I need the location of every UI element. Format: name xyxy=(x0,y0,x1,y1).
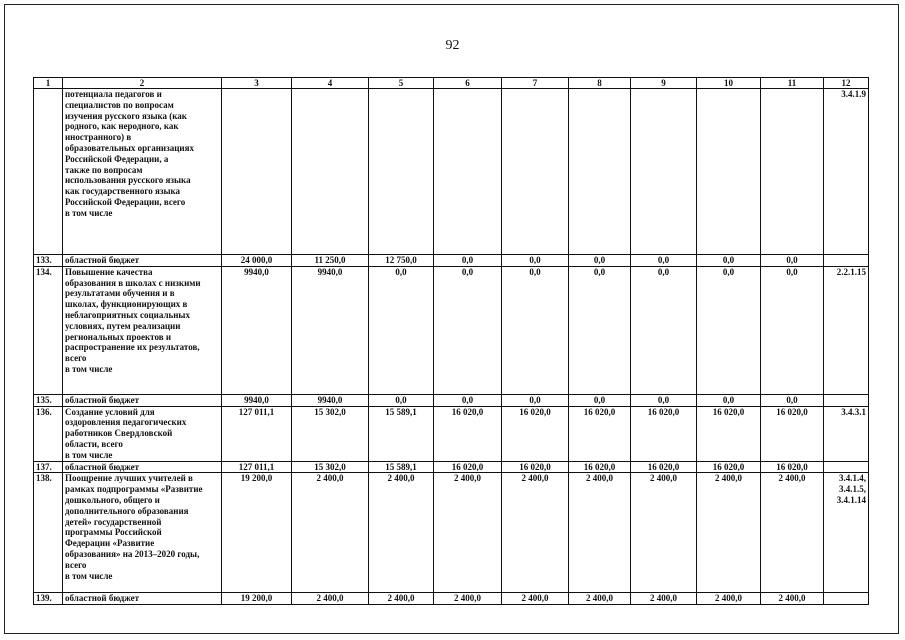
amount-cell: 12 750,0 xyxy=(369,255,434,267)
description-line: использования русского языка xyxy=(65,175,191,186)
page-number: 92 xyxy=(445,38,460,53)
target-code-line: 2.2.1.15 xyxy=(836,266,866,277)
description-line: неблагоприятных социальных xyxy=(65,309,190,320)
description-line: также по вопросам xyxy=(65,164,143,175)
amount-cell: 0,0 xyxy=(697,255,761,267)
amount-cell: 19 200,0 xyxy=(222,593,292,605)
column-number-12: 12 xyxy=(824,78,869,89)
amount-cell: 2 400,0 xyxy=(502,593,569,605)
amount-cell: 2 400,0 xyxy=(761,593,824,605)
amount-cell: 2 400,0 xyxy=(369,593,434,605)
column-number-1: 1 xyxy=(34,78,63,89)
amount-cell: 15 302,0 xyxy=(292,406,369,461)
amount-cell: 0,0 xyxy=(434,266,502,394)
amount-cell: 9940,0 xyxy=(222,266,292,394)
amount-cell: 16 020,0 xyxy=(502,461,569,473)
target-code-line: 3.4.1.9 xyxy=(841,89,866,99)
amount-cell xyxy=(631,89,697,255)
amount-cell: 16 020,0 xyxy=(761,461,824,473)
amount-cell: 2 400,0 xyxy=(292,473,369,593)
amount-cell: 16 020,0 xyxy=(569,461,631,473)
amount-cell: 16 020,0 xyxy=(434,461,502,473)
description-line: образовательных организациях xyxy=(65,142,194,153)
amount-cell: 0,0 xyxy=(631,394,697,406)
amount-cell: 0,0 xyxy=(631,266,697,394)
description-line: программы Российской xyxy=(65,527,162,538)
description-line: областной бюджет xyxy=(65,394,140,405)
description-line: родного, как неродного, как xyxy=(65,121,179,132)
description-line: Повышение качества xyxy=(65,266,153,277)
target-code xyxy=(824,593,869,605)
row-number xyxy=(34,89,63,255)
target-code xyxy=(824,473,869,593)
amount-cell: 2 400,0 xyxy=(569,473,631,593)
amount-cell: 16 020,0 xyxy=(434,406,502,461)
amount-cell: 24 000,0 xyxy=(222,255,292,267)
table-row xyxy=(34,89,869,255)
amount-cell: 2 400,0 xyxy=(631,473,697,593)
description-line: работников Свердловской xyxy=(65,428,173,439)
amount-cell: 0,0 xyxy=(434,255,502,267)
description-line: результатами обучения и в xyxy=(65,288,175,299)
column-number-4: 4 xyxy=(292,78,369,89)
target-code-line: 3.4.1.14 xyxy=(836,494,866,505)
column-number-5: 5 xyxy=(369,78,434,89)
amount-cell: 2 400,0 xyxy=(697,473,761,593)
row-description xyxy=(63,255,222,267)
description-line: школах, функционирующих в xyxy=(65,299,188,310)
amount-cell: 16 020,0 xyxy=(631,461,697,473)
amount-cell: 16 020,0 xyxy=(697,406,761,461)
row-description xyxy=(63,266,222,394)
description-line: дополнительного образования xyxy=(65,505,189,516)
description-line: Российской Федерации, а xyxy=(65,153,169,164)
description-line: оздоровления педагогических xyxy=(65,417,187,428)
amount-cell: 2 400,0 xyxy=(434,593,502,605)
amount-cell: 16 020,0 xyxy=(502,406,569,461)
description-line: изучения русского языка (как xyxy=(65,110,187,121)
amount-cell: 0,0 xyxy=(502,266,569,394)
column-number-8: 8 xyxy=(569,78,631,89)
target-code xyxy=(824,255,869,267)
amount-cell: 0,0 xyxy=(502,255,569,267)
target-code xyxy=(824,461,869,473)
amount-cell xyxy=(369,89,434,255)
column-number-11: 11 xyxy=(761,78,824,89)
target-code xyxy=(824,266,869,394)
description-line: областной бюджет xyxy=(65,593,140,604)
amount-cell: 2 400,0 xyxy=(569,593,631,605)
description-line: условиях, путем реализации xyxy=(65,320,181,331)
description-line: области, всего xyxy=(65,438,123,449)
amount-cell xyxy=(434,89,502,255)
table-row xyxy=(34,461,869,473)
amount-cell: 15 302,0 xyxy=(292,461,369,473)
row-number: 136. xyxy=(34,406,63,461)
column-number-row xyxy=(34,78,869,89)
amount-cell: 15 589,1 xyxy=(369,461,434,473)
amount-cell: 19 200,0 xyxy=(222,473,292,593)
column-number-7: 7 xyxy=(502,78,569,89)
amount-cell: 9940,0 xyxy=(292,266,369,394)
row-description xyxy=(63,461,222,473)
amount-cell: 9940,0 xyxy=(292,394,369,406)
amount-cell: 15 589,1 xyxy=(369,406,434,461)
amount-cell: 2 400,0 xyxy=(697,593,761,605)
amount-cell: 0,0 xyxy=(761,266,824,394)
table-row xyxy=(34,593,869,605)
amount-cell: 2 400,0 xyxy=(761,473,824,593)
amount-cell: 0,0 xyxy=(761,255,824,267)
amount-cell xyxy=(292,89,369,255)
description-line: образования в школах с низкими xyxy=(65,277,201,288)
row-number: 134. xyxy=(34,266,63,394)
amount-cell: 127 011,1 xyxy=(222,461,292,473)
amount-cell: 0,0 xyxy=(697,266,761,394)
row-description xyxy=(63,89,222,255)
description-line: рамках подпрограммы «Развитие xyxy=(65,484,203,495)
description-line: в том числе xyxy=(65,449,113,460)
amount-cell: 2 400,0 xyxy=(434,473,502,593)
target-code xyxy=(824,394,869,406)
description-line: Федерации «Развитие xyxy=(65,538,155,549)
amount-cell: 16 020,0 xyxy=(761,406,824,461)
table-row xyxy=(34,266,869,394)
description-line: в том числе xyxy=(65,363,113,374)
table-row xyxy=(34,406,869,461)
amount-cell: 9940,0 xyxy=(222,394,292,406)
description-line: специалистов по вопросам xyxy=(65,99,174,110)
amount-cell: 0,0 xyxy=(761,394,824,406)
description-line: Поощрение лучших учителей в xyxy=(65,473,193,484)
description-line: дошкольного, общего и xyxy=(65,494,160,505)
budget-table xyxy=(33,77,869,605)
description-line: иностранного) в xyxy=(65,132,132,143)
amount-cell: 0,0 xyxy=(569,394,631,406)
amount-cell: 0,0 xyxy=(369,394,434,406)
amount-cell xyxy=(222,89,292,255)
description-line: потенциала педагогов и xyxy=(65,89,162,99)
description-line: региональных проектов и xyxy=(65,331,172,342)
description-line: Создание условий для xyxy=(65,406,155,417)
target-code-line: 3.4.1.4, xyxy=(839,473,866,484)
row-number: 137. xyxy=(34,461,63,473)
target-code-line: 3.4.3.1 xyxy=(841,406,866,417)
amount-cell: 127 011,1 xyxy=(222,406,292,461)
description-line: областной бюджет xyxy=(65,255,140,265)
table-row xyxy=(34,473,869,593)
row-description xyxy=(63,394,222,406)
description-line: всего xyxy=(65,559,87,570)
table-row xyxy=(34,394,869,406)
amount-cell: 0,0 xyxy=(369,266,434,394)
amount-cell: 2 400,0 xyxy=(292,593,369,605)
amount-cell: 0,0 xyxy=(697,394,761,406)
amount-cell: 0,0 xyxy=(569,266,631,394)
table-row xyxy=(34,255,869,267)
row-description xyxy=(63,406,222,461)
amount-cell: 16 020,0 xyxy=(697,461,761,473)
amount-cell: 2 400,0 xyxy=(502,473,569,593)
amount-cell xyxy=(502,89,569,255)
amount-cell: 0,0 xyxy=(434,394,502,406)
column-number-3: 3 xyxy=(222,78,292,89)
target-code xyxy=(824,406,869,461)
amount-cell: 16 020,0 xyxy=(569,406,631,461)
description-line: всего xyxy=(65,353,87,364)
amount-cell: 16 020,0 xyxy=(631,406,697,461)
amount-cell: 2 400,0 xyxy=(631,593,697,605)
description-line: в том числе xyxy=(65,207,113,218)
target-code-line: 3.4.1.5, xyxy=(839,484,866,495)
table-body xyxy=(34,89,869,605)
amount-cell: 0,0 xyxy=(569,255,631,267)
amount-cell xyxy=(697,89,761,255)
column-number-6: 6 xyxy=(434,78,502,89)
description-line: детей» государственной xyxy=(65,516,162,527)
row-description xyxy=(63,593,222,605)
row-number: 139. xyxy=(34,593,63,605)
target-code xyxy=(824,89,869,255)
description-line: как государственного языка xyxy=(65,186,181,197)
amount-cell: 0,0 xyxy=(502,394,569,406)
row-number: 135. xyxy=(34,394,63,406)
description-line: Российской Федерации, всего xyxy=(65,196,186,207)
description-line: распространение их результатов, xyxy=(65,342,200,353)
description-line: образования» на 2013–2020 годы, xyxy=(65,548,200,559)
amount-cell: 11 250,0 xyxy=(292,255,369,267)
column-number-9: 9 xyxy=(631,78,697,89)
amount-cell xyxy=(569,89,631,255)
column-number-10: 10 xyxy=(697,78,761,89)
amount-cell xyxy=(761,89,824,255)
description-line: областной бюджет xyxy=(65,461,140,472)
column-number-2: 2 xyxy=(63,78,222,89)
description-line: в том числе xyxy=(65,570,113,581)
row-description xyxy=(63,473,222,593)
row-number: 133. xyxy=(34,255,63,267)
row-number: 138. xyxy=(34,473,63,593)
amount-cell: 2 400,0 xyxy=(369,473,434,593)
amount-cell: 0,0 xyxy=(631,255,697,267)
